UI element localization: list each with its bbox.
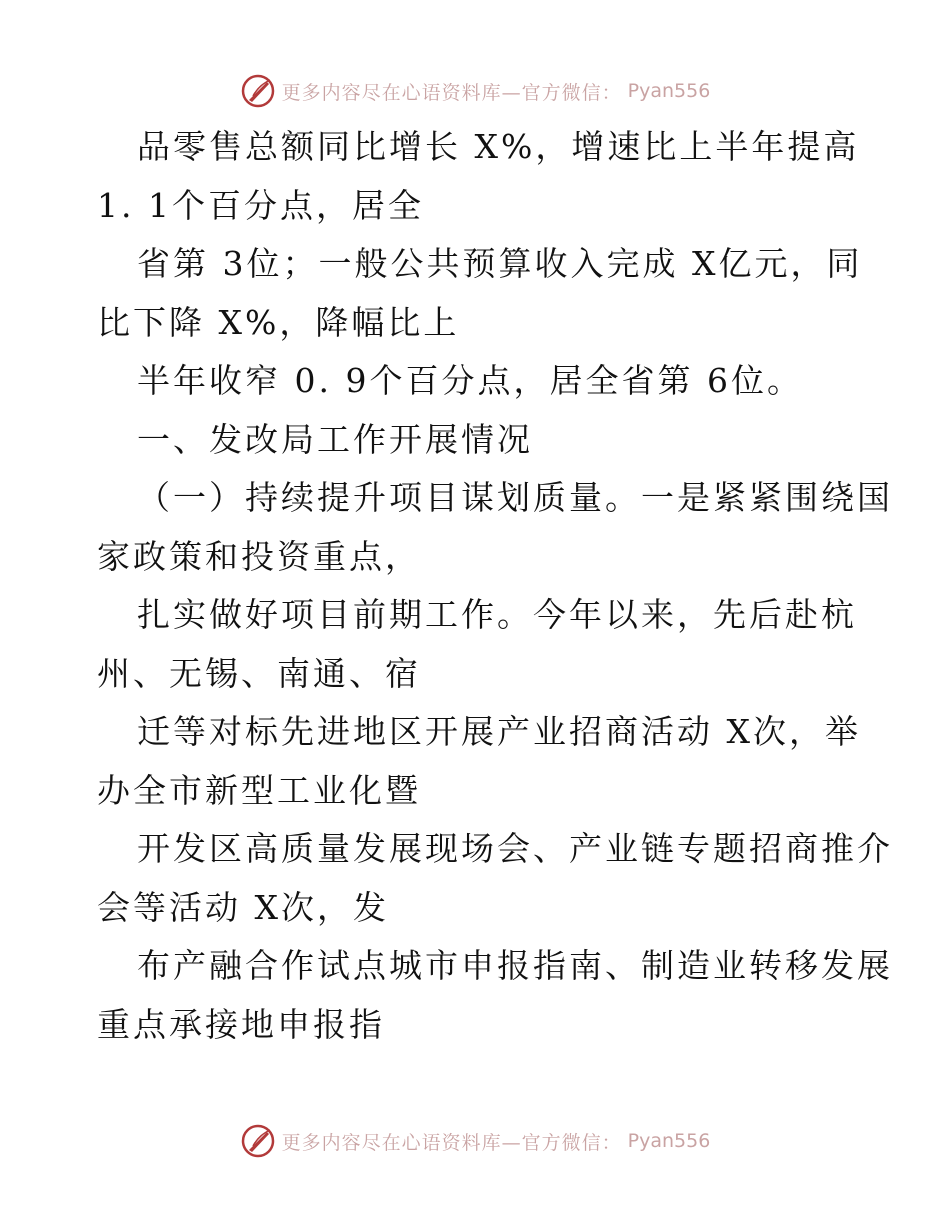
text-line: 重点承接地申报指 bbox=[97, 1004, 385, 1044]
document-body bbox=[97, 118, 893, 1054]
text-line: 1. 1个百分点，居全 bbox=[97, 185, 424, 225]
text-line: （一）持续提升项目谋划质量。一是紧紧围绕国 bbox=[137, 478, 893, 517]
text-line: 品零售总额同比增长 X%，增速比上半年提高 bbox=[137, 127, 860, 166]
text-line: 家政策和投资重点， bbox=[97, 536, 421, 576]
text-line: 会等活动 X次，发 bbox=[97, 887, 389, 927]
footer-watermark bbox=[0, 1121, 950, 1161]
text-line: 办全市新型工业化暨 bbox=[97, 770, 421, 810]
header-watermark bbox=[0, 71, 950, 111]
watermark-text: 更多内容尽在心语资料库—官方微信： bbox=[281, 1131, 622, 1154]
section-heading: 一、发改局工作开展情况 bbox=[137, 419, 533, 459]
text-line: 布产融合作试点城市申报指南、制造业转移发展 bbox=[137, 946, 893, 985]
watermark-text: 更多内容尽在心语资料库—官方微信： bbox=[281, 81, 622, 104]
text-line: 比下降 X%，降幅比上 bbox=[97, 302, 460, 342]
text-line: 省第 3位；一般公共预算收入完成 X亿元，同 bbox=[137, 244, 863, 283]
quill-logo-icon bbox=[240, 1123, 276, 1159]
text-line: 开发区高质量发展现场会、产业链专题招商推介 bbox=[137, 829, 893, 868]
text-line: 扎实做好项目前期工作。今年以来，先后赴杭 bbox=[137, 595, 857, 634]
watermark-wechat-id: Pyan556 bbox=[627, 1130, 711, 1152]
watermark-wechat-id: Pyan556 bbox=[627, 80, 711, 102]
text-line: 半年收窄 0. 9个百分点，居全省第 6位。 bbox=[137, 361, 803, 400]
text-line: 迁等对标先进地区开展产业招商活动 X次，举 bbox=[137, 712, 861, 751]
text-line: 州、无锡、南通、宿 bbox=[97, 653, 421, 693]
quill-logo-icon bbox=[240, 73, 276, 109]
